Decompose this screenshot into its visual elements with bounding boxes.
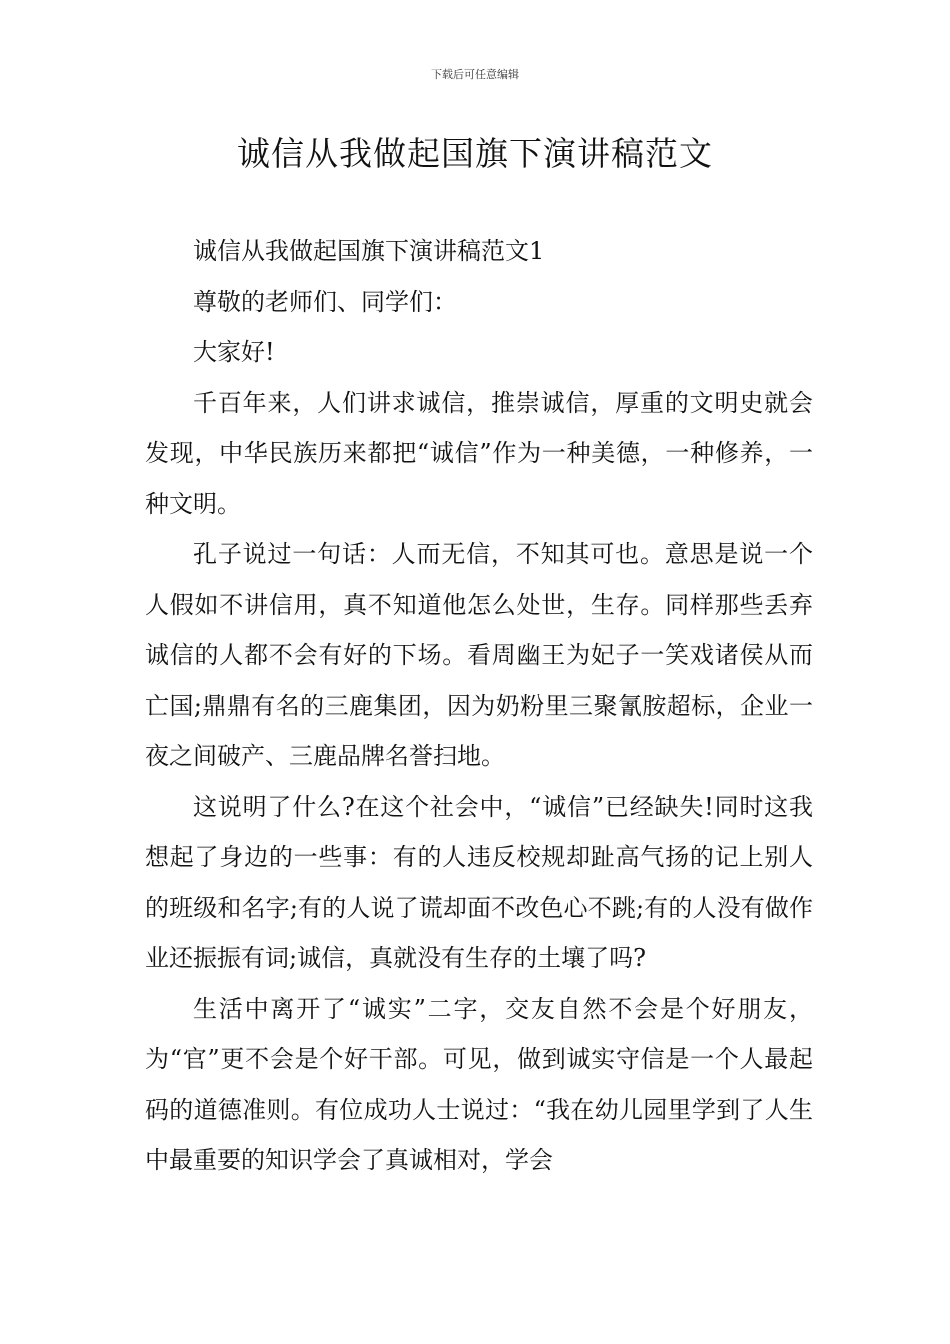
document-title: 诚信从我做起国旗下演讲稿范文 bbox=[237, 134, 713, 173]
paragraph: 这说明了什么?在这个社会中，“诚信”已经缺失!同时这我想起了身边的一些事：有的人违反校规却趾高气扬的记上别人的班级和名字;有的人说了谎却面不改色心不跳;有的人没有做作业还振振有词;诚信，真就没有生存的土壤了吗? bbox=[145, 792, 813, 972]
paragraph-subtitle: 诚信从我做起国旗下演讲稿范文1 bbox=[193, 237, 545, 265]
paragraph: 孔子说过一句话：人而无信，不知其可也。意思是说一个人假如不讲信用，真不知道他怎么处世，生存。同样那些丢弃诚信的人都不会有好的下场。看周幽王为妃子一笑戏诸侯从而亡国;鼎鼎有名的三鹿集团，因为奶粉里三聚氰胺超标，企业一夜之间破产、三鹿品牌名誉扫地。 bbox=[145, 540, 813, 770]
paragraph: 千百年来，人们讲求诚信，推崇诚信，厚重的文明史就会发现，中华民族历来都把“诚信”作为一种美德，一种修养，一种文明。 bbox=[145, 388, 813, 518]
document-body bbox=[145, 226, 813, 1186]
paragraph: 生活中离开了“诚实”二字，交友自然不会是个好朋友，为“官”更不会是个好干部。可见，做到诚实守信是一个人最起码的道德准则。有位成功人士说过：“我在幼儿园里学到了人生中最重要的知识学会了真诚相对，学会 bbox=[145, 994, 813, 1174]
paragraph-salutation: 尊敬的老师们、同学们： bbox=[193, 287, 457, 316]
paragraph-greeting: 大家好! bbox=[193, 338, 275, 366]
header-note: 下载后可任意编辑 bbox=[431, 68, 519, 81]
